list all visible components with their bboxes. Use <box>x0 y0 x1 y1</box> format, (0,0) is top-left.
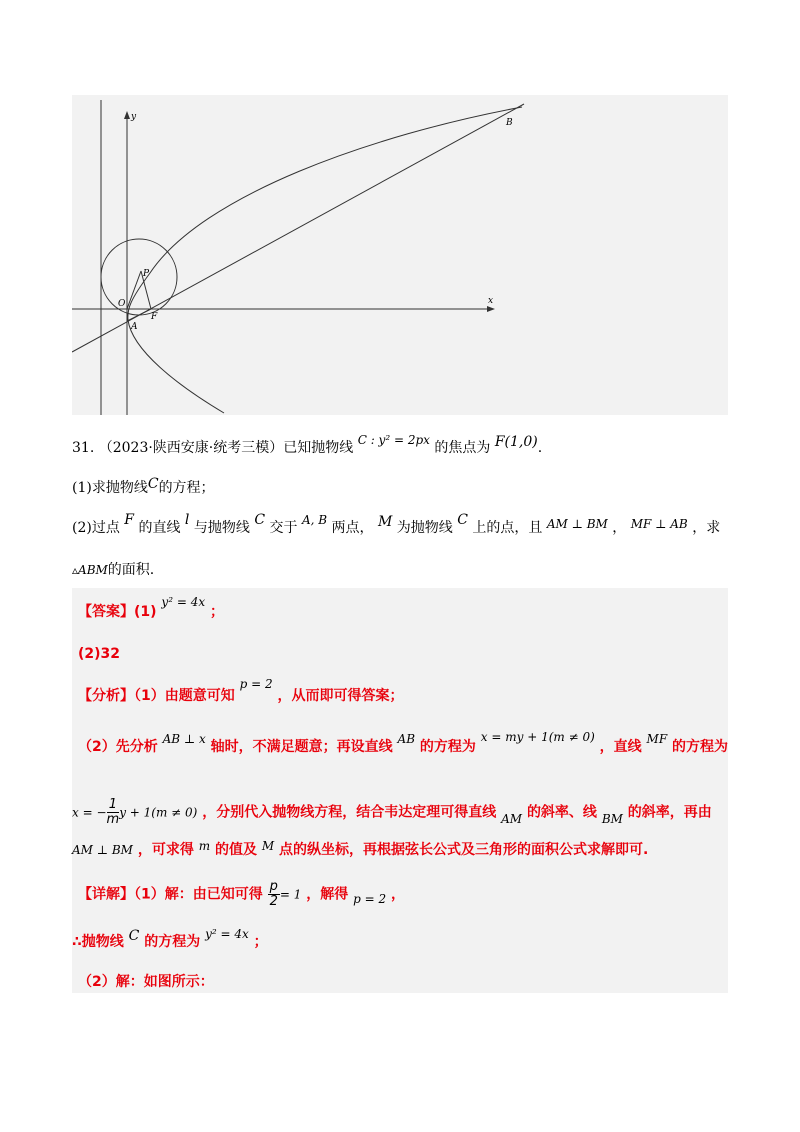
p2-cond1: AM ⊥ BM <box>546 517 608 531</box>
p2-b: 的直线 <box>138 520 181 536</box>
analysis-M: M <box>261 839 275 853</box>
figure-panel <box>72 95 728 415</box>
p2-c: 与抛物线 <box>193 520 250 536</box>
period: . <box>537 440 543 456</box>
x-axis-arrow <box>487 306 495 312</box>
analysis-m: m <box>198 839 211 853</box>
analysis-label: 【分析】（1）由题意可知 <box>78 688 235 704</box>
p2-e: 两点， <box>331 520 374 536</box>
analysis-t4b: 的值及 <box>215 842 257 858</box>
parabola-curve <box>128 107 522 413</box>
p2-d: 交于 <box>269 520 298 536</box>
detail-line-1 <box>78 880 405 909</box>
analysis-mf-eq-x: x = − <box>72 805 107 820</box>
label-p: P <box>143 269 150 279</box>
analysis-line-1 <box>78 677 404 706</box>
p2-a: (2)过点 <box>72 520 120 536</box>
analysis-t3c: 的斜率，再由 <box>627 804 712 821</box>
detail-c: C <box>128 928 140 944</box>
y-axis-arrow <box>124 111 130 119</box>
analysis-bm: BM <box>601 811 623 826</box>
analysis-perp-cond: AM ⊥ BM <box>72 843 133 857</box>
fraction-den: m <box>106 812 120 827</box>
fraction-num: 1 <box>107 798 120 813</box>
analysis-line-eq: x = my + 1(m ≠ 0) <box>480 730 595 744</box>
label-x: x <box>488 296 494 306</box>
answer-line-2 <box>78 644 120 664</box>
answer-2: (2)32 <box>78 646 121 662</box>
p2-m: M <box>377 514 393 530</box>
parabola-equation: C : y² = 2px <box>357 433 430 447</box>
answer-eq1: y² = 4x <box>161 595 206 609</box>
analysis-t2c: 的方程为 <box>419 739 476 755</box>
question-line-1 <box>72 433 543 458</box>
detail-frac-num: p <box>269 879 278 894</box>
answer-line-1 <box>78 595 224 622</box>
detail-t2a: ∴抛物线 <box>72 934 124 950</box>
analysis-t2d: ，直线 <box>599 739 642 755</box>
analysis-mf: MF <box>646 732 668 746</box>
detail-label: 【详解】（1）解：由已知可得 <box>78 886 263 903</box>
detail-t3: （2）解：如图所示： <box>78 974 214 990</box>
analysis-t1: ，从而即可得答案； <box>277 688 404 704</box>
analysis-t2a: （2）先分析 <box>78 739 158 755</box>
detail-eq-rest: = 1 <box>279 887 302 902</box>
focus-text: 的焦点为 <box>434 440 491 456</box>
analysis-line-3 <box>72 798 712 827</box>
question-part-2 <box>72 512 721 538</box>
detail-eq: y² = 4x <box>205 927 249 941</box>
analysis-p-eq: p = 2 <box>239 677 273 691</box>
analysis-t3b: 的斜率、线 <box>526 804 597 821</box>
detail-line-3 <box>78 972 214 992</box>
p2-c2: C <box>457 512 468 528</box>
label-f: F <box>151 312 158 322</box>
detail-p-eq: p = 2 <box>353 891 387 906</box>
detail-t2b: 的方程为 <box>144 934 201 950</box>
analysis-line-4 <box>72 840 648 860</box>
analysis-t3a: ，分别代入抛物线方程，结合韦达定理可得直线 <box>202 804 497 821</box>
detail-t2-end: ； <box>253 934 268 950</box>
p2-c-var: C <box>254 512 266 528</box>
label-a: A <box>131 322 138 332</box>
label-o: O <box>118 299 126 309</box>
analysis-t2b: 轴时，不满足题意；再设直线 <box>210 739 393 755</box>
segment-af <box>127 309 151 321</box>
analysis-ab: AB <box>397 732 416 746</box>
p2-g: 上的点，且 <box>472 520 543 536</box>
detail-t1: ，解得 <box>306 886 349 903</box>
focus-point: F(1,0) <box>494 434 538 450</box>
p2-cond2: MF ⊥ AB <box>630 517 688 531</box>
parabola-figure <box>72 95 728 415</box>
p2-f-text: 为抛物线 <box>396 520 453 536</box>
label-y: y <box>131 112 137 122</box>
p2-f: F <box>124 512 135 528</box>
part1-c: C <box>147 476 159 492</box>
part1-text: (1)求抛物线 <box>72 480 148 496</box>
analysis-fraction <box>107 798 120 827</box>
p2-l: l <box>184 512 190 528</box>
question-number: 31. <box>72 440 95 456</box>
detail-frac-den: 2 <box>269 894 278 909</box>
p2-triangle: ▵ABM <box>72 563 108 577</box>
detail-fraction <box>268 880 280 909</box>
p2-i: ，求 <box>692 520 721 536</box>
question-part-2-cont <box>72 560 154 580</box>
part1-end: 的方程； <box>158 480 215 496</box>
p2-ab: A, B <box>301 513 328 527</box>
detail-line-2 <box>72 927 268 952</box>
analysis-t2e: 的方程为 <box>672 739 729 755</box>
analysis-ab-perp: AB ⊥ x <box>162 732 206 746</box>
answer-sep: ； <box>209 604 224 620</box>
segment-po <box>127 271 141 309</box>
answer-label: 【答案】(1) <box>78 604 157 620</box>
detail-t1-end: ， <box>391 886 406 903</box>
analysis-mf-eq-rest: y + 1(m ≠ 0) <box>119 805 198 820</box>
analysis-am: AM <box>501 811 523 826</box>
analysis-t4a: ，可求得 <box>137 842 194 858</box>
p2-h: ， <box>612 520 627 536</box>
analysis-t4c: 点的纵坐标，再根据弦长公式及三角形的面积公式求解即可. <box>279 842 649 858</box>
label-b: B <box>506 118 513 128</box>
p2-j: 的面积. <box>107 562 155 578</box>
question-part-1 <box>72 478 215 498</box>
analysis-line-2 <box>78 730 729 757</box>
question-source: （2023·陕西安康·统考三模）已知抛物线 <box>98 440 354 456</box>
